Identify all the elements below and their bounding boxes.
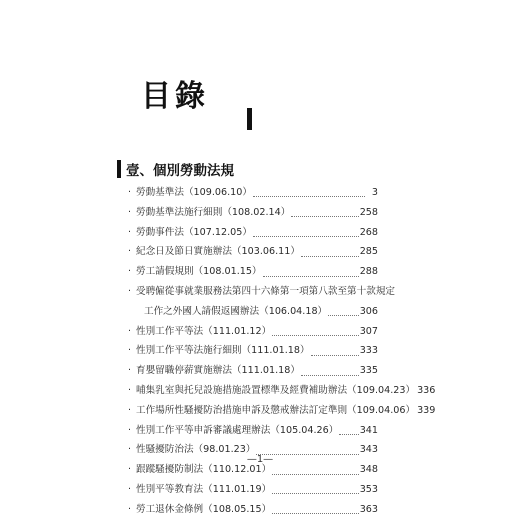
toc-entry-page: 343 xyxy=(359,444,378,456)
bullet-icon: · xyxy=(128,404,132,416)
toc-entry-title: 性別工作平等申訴審議處理辦法（105.04.26） xyxy=(136,424,339,436)
toc-entry[interactable] xyxy=(128,203,378,223)
toc-entry-page: 3 xyxy=(371,187,378,198)
bullet-icon: · xyxy=(128,266,132,278)
toc-entry-title: 勞動基準法施行細則（108.02.14） xyxy=(136,206,291,218)
toc-entry-page: 348 xyxy=(359,464,378,476)
bullet-icon: · xyxy=(128,503,132,515)
toc-entry-title: 性別工作平等法（111.01.12） xyxy=(136,325,272,337)
toc-entry-title: 性騷擾防治法（98.01.23） xyxy=(136,444,256,456)
toc-entry[interactable] xyxy=(128,421,378,441)
bullet-icon: · xyxy=(128,246,132,258)
toc-entry[interactable] xyxy=(128,341,378,361)
toc-entry-page: 307 xyxy=(359,325,378,337)
toc-entry-title: 哺集乳室與托兒設施措施設置標準及經費補助辦法（109.04.23） xyxy=(136,384,416,396)
toc-entry-page: 336 xyxy=(417,384,436,396)
toc-entry-page: 353 xyxy=(359,483,378,495)
toc-entry-page: 285 xyxy=(359,246,378,258)
bullet-icon: · xyxy=(128,206,132,218)
section-marker-bar xyxy=(117,160,121,178)
bullet-icon: · xyxy=(128,483,132,495)
dot-leader xyxy=(263,276,359,277)
toc-entry-title: 勞工請假規則（108.01.15） xyxy=(136,266,262,278)
dot-leader xyxy=(253,236,359,237)
toc-entry[interactable] xyxy=(128,480,378,500)
toc-entry-page: 335 xyxy=(359,365,378,377)
dot-leader xyxy=(339,434,358,435)
title-vertical-bar xyxy=(247,108,252,130)
bullet-icon: · xyxy=(128,285,132,297)
table-of-contents xyxy=(128,183,436,520)
dot-leader xyxy=(272,335,359,336)
dot-leader xyxy=(311,355,359,356)
toc-entry-title: 性別工作平等法施行細則（111.01.18） xyxy=(136,345,310,357)
page-title: 目錄 xyxy=(141,79,209,114)
bullet-icon: · xyxy=(128,325,132,337)
bullet-icon: · xyxy=(128,187,132,198)
toc-entry-page: 268 xyxy=(359,226,378,238)
toc-entry-title: 受聘僱從事就業服務法第四十六條第一項第八款至第十款規定 xyxy=(136,285,396,297)
bullet-icon: · xyxy=(128,365,132,377)
toc-entry-title: 勞工退休金條例（108.05.15） xyxy=(136,503,272,515)
toc-entry[interactable] xyxy=(128,500,378,520)
toc-entry[interactable] xyxy=(128,282,396,322)
toc-entry-page: 341 xyxy=(359,424,378,436)
bullet-icon: · xyxy=(128,464,132,476)
bullet-icon: · xyxy=(128,384,132,396)
dot-leader xyxy=(301,256,359,257)
toc-entry-title: 工作之外國人請假返國辦法（106.04.18） xyxy=(144,305,328,317)
dot-leader xyxy=(272,474,359,475)
toc-entry-title: 勞動事件法（107.12.05） xyxy=(136,226,252,238)
toc-entry-title: 工作場所性騷擾防治措施申訴及懲戒辦法訂定準則（109.04.06） xyxy=(136,404,416,416)
toc-entry[interactable] xyxy=(128,381,436,401)
section-heading xyxy=(117,160,234,178)
toc-entry-title: 跟蹤騷擾防制法（110.12.01） xyxy=(136,464,272,476)
toc-entry-page: 306 xyxy=(359,305,378,317)
bullet-icon: · xyxy=(128,226,132,238)
toc-entry-title: 勞動基準法（109.06.10） xyxy=(136,187,252,198)
dot-leader xyxy=(272,513,359,514)
toc-entry-page: 288 xyxy=(359,266,378,278)
dot-leader xyxy=(253,196,365,197)
toc-entry-page: 258 xyxy=(359,206,378,218)
toc-entry[interactable] xyxy=(128,223,378,243)
toc-entry-page: 333 xyxy=(359,345,378,357)
bullet-icon: · xyxy=(128,444,132,456)
bullet-icon: · xyxy=(128,424,132,436)
dot-leader xyxy=(328,315,359,316)
toc-entry[interactable] xyxy=(128,322,378,342)
toc-entry[interactable] xyxy=(128,262,378,282)
toc-entry-page: 363 xyxy=(359,503,378,515)
dot-leader xyxy=(301,375,359,376)
toc-entry-title: 性別平等教育法（111.01.19） xyxy=(136,483,272,495)
toc-entry[interactable] xyxy=(128,242,378,262)
toc-entry[interactable] xyxy=(128,401,436,421)
toc-entry[interactable] xyxy=(128,183,378,203)
toc-entry-title: 紀念日及節日實施辦法（103.06.11） xyxy=(136,246,300,258)
toc-entry-page: 339 xyxy=(417,404,436,416)
bullet-icon: · xyxy=(128,345,132,357)
toc-entry-title: 育嬰留職停薪實施辦法（111.01.18） xyxy=(136,365,300,377)
dot-leader xyxy=(291,216,358,217)
toc-entry[interactable] xyxy=(128,361,378,381)
page-number-footer: —1— xyxy=(246,454,274,465)
dot-leader xyxy=(272,493,359,494)
section-label: 壹、個別勞動法規 xyxy=(126,163,234,179)
